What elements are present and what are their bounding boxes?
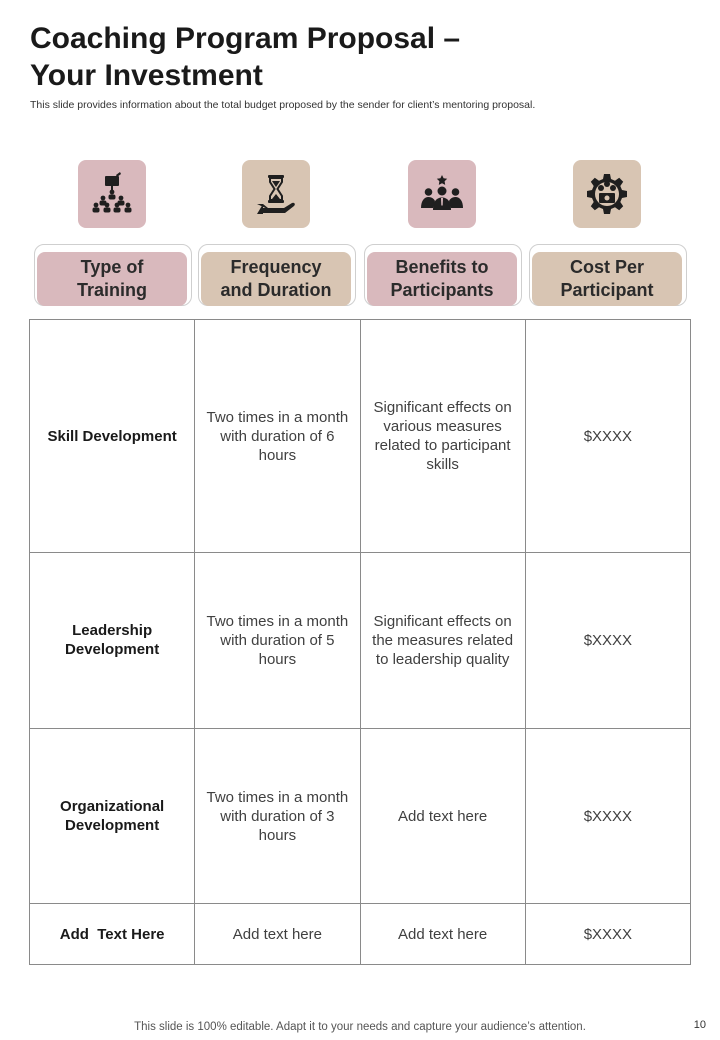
column-header-cost-line1: Cost Per [569, 257, 645, 277]
column-header-cost-line2: Participant [560, 280, 654, 300]
investment-table [29, 319, 691, 965]
footer-note: This slide is 100% editable. Adapt it to your needs and capture your audience’s attention. [134, 1021, 586, 1033]
training-type-cell: Skill Development [30, 320, 195, 553]
table-row [30, 320, 691, 553]
benefits-cell: Significant effects on various measures related to participant skills [360, 320, 525, 553]
benefits-cell: Add text here [360, 728, 525, 904]
page-subtitle: This slide provides information about the total budget proposed by the sender for client’s mentoring proposal. [30, 99, 536, 111]
frequency-cell: Two times in a month with duration of 5 hours [195, 553, 360, 729]
cost-cell: $XXXX [525, 320, 690, 553]
benefits-cell: Significant effects on the measures related to leadership quality [360, 553, 525, 729]
frequency-cell: Two times in a month with duration of 3 hours [195, 728, 360, 904]
table-row [30, 553, 691, 729]
column-header-benefits-line2: Participants [390, 280, 494, 300]
award-people-icon [408, 160, 476, 228]
frequency-cell: Add text here [195, 904, 360, 965]
gear-money-icon [573, 160, 641, 228]
column-header-type [37, 252, 187, 306]
training-type-cell: Organizational Development [30, 728, 195, 904]
table-row [30, 904, 691, 965]
training-type-cell: Leadership Development [30, 553, 195, 729]
column-header-frequency [201, 252, 351, 306]
column-header-benefits [367, 252, 517, 306]
column-header-type-line2: Training [76, 280, 147, 300]
title-line-2: Your Investment [30, 59, 263, 92]
hourglass-hand-icon [242, 160, 310, 228]
title-line-1: Coaching Program Proposal – [30, 22, 461, 55]
column-header-cost [532, 252, 682, 306]
page-title [30, 20, 690, 94]
table-row [30, 728, 691, 904]
column-header-frequency-line2: and Duration [220, 280, 332, 300]
cost-cell: $XXXX [525, 904, 690, 965]
cost-cell: $XXXX [525, 553, 690, 729]
column-header-type-line1: Type of [80, 257, 144, 277]
page-number: 10 [693, 1019, 706, 1031]
column-header-frequency-line1: Frequency [230, 257, 322, 277]
team-presentation-icon [78, 160, 146, 228]
column-header-benefits-line1: Benefits to [395, 257, 489, 277]
training-type-cell: Add Text Here [30, 904, 195, 965]
frequency-cell: Two times in a month with duration of 6 hours [195, 320, 360, 553]
cost-cell: $XXXX [525, 728, 690, 904]
benefits-cell: Add text here [360, 904, 525, 965]
